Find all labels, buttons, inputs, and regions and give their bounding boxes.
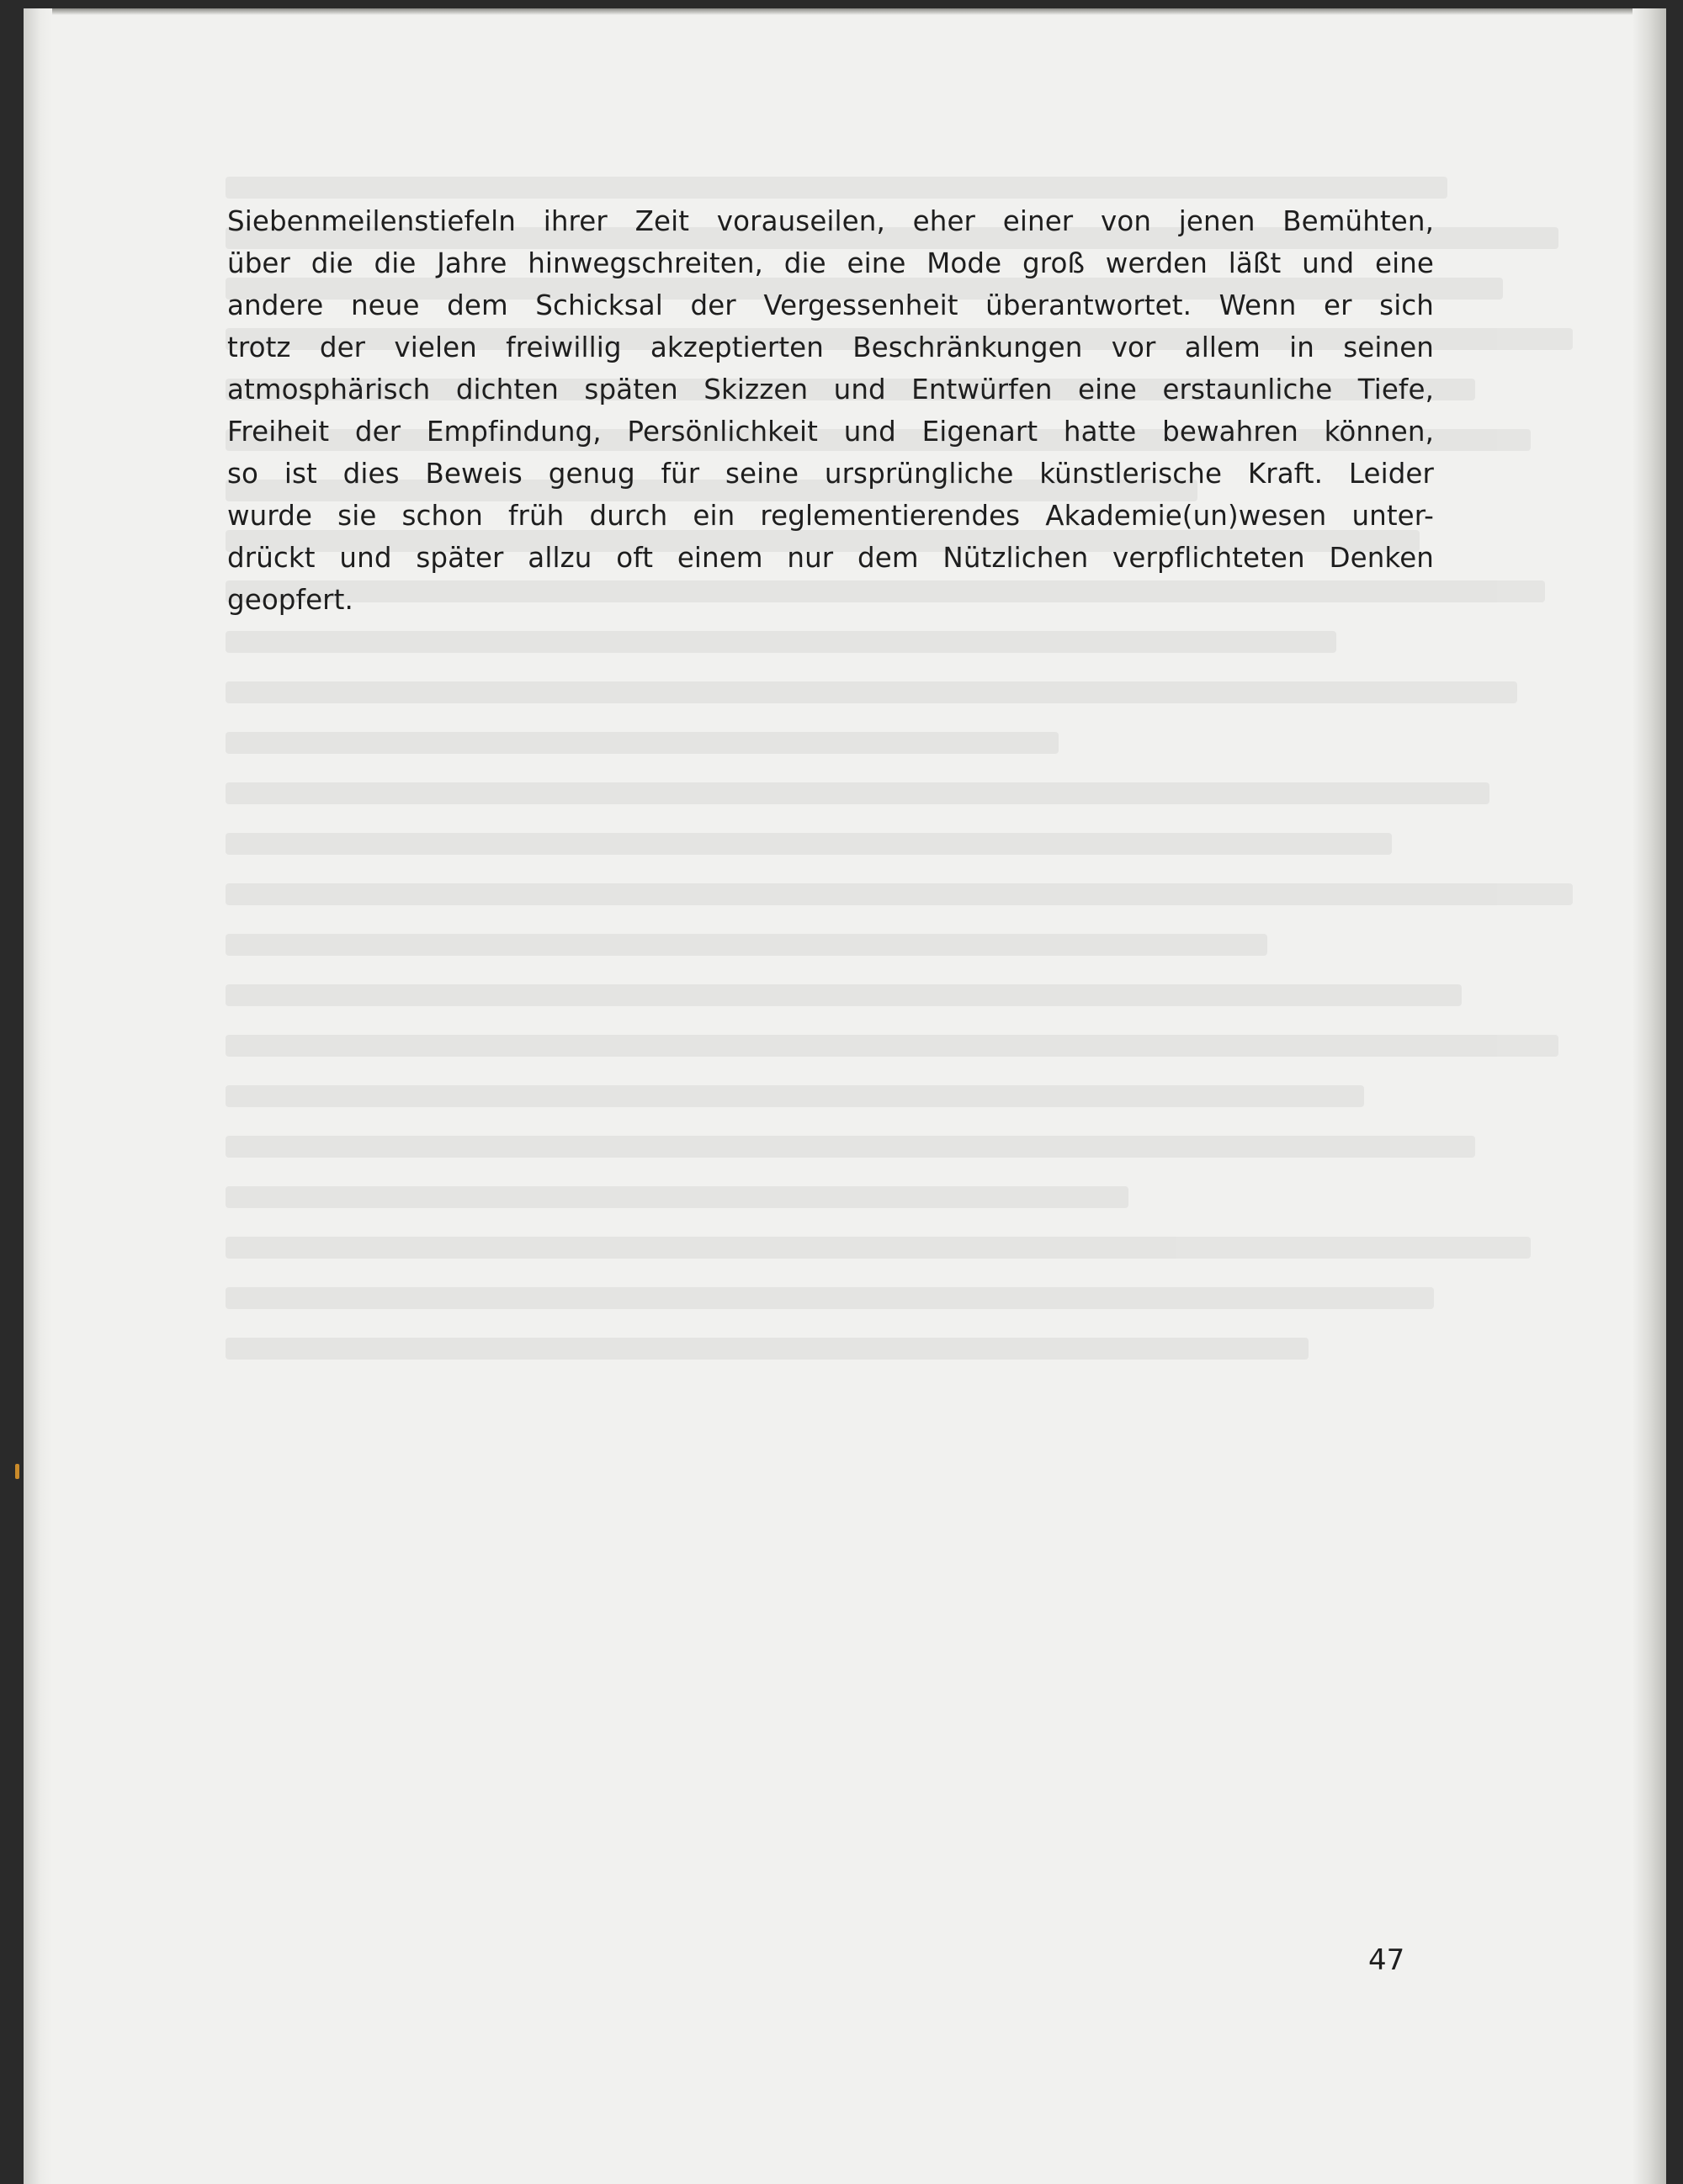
text-line: andere neue dem Schicksal der Vergessenheit überantwortet. Wenn er sich xyxy=(227,289,1434,321)
bleed-line xyxy=(226,1035,1558,1057)
text-line: über die die Jahre hinwegschreiten, die eine Mode groß werden läßt und eine xyxy=(227,247,1434,279)
page-top-edge xyxy=(24,8,1666,15)
body-paragraph xyxy=(227,200,1434,621)
text-line: drückt und später allzu oft einem nur dem Nützlichen verpflichteten Denken xyxy=(227,542,1434,574)
text-line: so ist dies Beweis genug für seine ursprüngliche künstlerische Kraft. Leider xyxy=(227,458,1434,490)
bleed-line xyxy=(226,883,1573,905)
bleed-line xyxy=(226,1085,1364,1107)
bleed-line xyxy=(226,934,1267,956)
margin-mark xyxy=(15,1464,19,1479)
bleed-line xyxy=(226,833,1392,855)
bleed-line xyxy=(226,732,1059,754)
text-line: wurde sie schon früh durch ein reglementierendes Akademie(un)wesen unter- xyxy=(227,500,1434,532)
bleed-line xyxy=(226,1136,1475,1158)
bleed-line xyxy=(226,1287,1434,1309)
text-line: Freiheit der Empfindung, Persönlichkeit und Eigenart hatte bewahren können, xyxy=(227,416,1434,448)
spine-shadow xyxy=(24,8,52,2184)
text-line: trotz der vielen freiwillig akzeptierten Beschränkungen vor allem in seinen xyxy=(227,331,1434,363)
book-page xyxy=(24,8,1666,2184)
bleed-line xyxy=(226,984,1462,1006)
bleed-line xyxy=(226,1237,1531,1259)
bleed-line xyxy=(226,1186,1128,1208)
text-line: atmosphärisch dichten späten Skizzen und Entwürfen eine erstaunliche Tiefe, xyxy=(227,374,1434,406)
page-number: 47 xyxy=(1368,1943,1405,1977)
bleed-line xyxy=(226,782,1489,804)
bleed-line xyxy=(226,631,1336,653)
text-line: geopfert. xyxy=(227,584,353,616)
bleed-line xyxy=(226,177,1447,199)
bleed-line xyxy=(226,681,1517,703)
text-line: Siebenmeilenstiefeln ihrer Zeit vorauseilen, eher einer von jenen Bemühten, xyxy=(227,205,1434,237)
bleed-line xyxy=(226,1338,1309,1360)
page-right-edge xyxy=(1633,8,1666,2184)
